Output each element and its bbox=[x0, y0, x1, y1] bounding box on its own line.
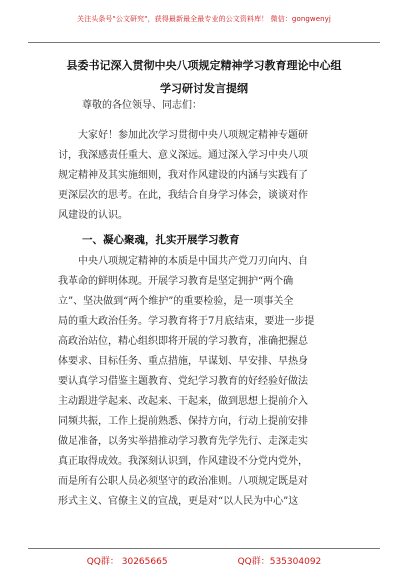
paragraph-line: 我革命的鲜明体现。开展学习教育是坚定拥护“两个确 bbox=[58, 276, 294, 287]
paragraph-line: 主动跟进学起来、改起来、干起来，做到思想上提前介入 bbox=[58, 396, 308, 407]
paragraph-line: 高政治站位，精心组织即将开展的学习教育，准确把握总 bbox=[58, 336, 308, 347]
paragraph-line: 真正取得成效。我深刻认识到，作风建设不分党内党外， bbox=[58, 456, 308, 467]
salutation: 尊敬的各位领导、同志们： bbox=[82, 100, 202, 111]
paragraph-line: 大家好！参加此次学习贯彻中央八项规定精神专题研 bbox=[78, 130, 308, 141]
paragraph-line: 同频共振，工作上提前熟悉、保持方向，行动上提前安排 bbox=[58, 416, 308, 427]
paragraph-line: 而是所有公职人员必须坚守的政治准则。八项规定既是对 bbox=[58, 476, 308, 487]
paragraph-line: 形式主义、官僚主义的宣战，更是对“以人民为中心”这 bbox=[58, 496, 299, 507]
paragraph-line: 讨，我深感责任重大、意义深远。通过深入学习中央八项 bbox=[58, 150, 308, 161]
document-title-line1: 县委书记深入贯彻中央八项规定精神学习教育理论中心组 bbox=[66, 59, 342, 72]
footer-qq-group-1: QQ群： 30265665 bbox=[86, 556, 168, 567]
paragraph-line: 更深层次的思考。在此，我结合自身学习体会，谈谈对作 bbox=[58, 190, 308, 201]
paragraph-1 bbox=[58, 126, 350, 226]
section-heading-1: 一、凝心聚魂，扎实开展学习教育 bbox=[82, 234, 240, 246]
top-banner bbox=[28, 8, 380, 43]
paragraph-line: 立”、坚决做到“两个维护”的重要检验，是一项事关全 bbox=[58, 296, 294, 307]
paragraph-line: 风建设的认识。 bbox=[58, 210, 128, 221]
paragraph-line: 局的重大政治任务。学习教育将于7月底结束，要进一步提 bbox=[58, 316, 315, 327]
paragraph-line: 要认真学习借鉴主题教育、党纪学习教育的好经验好做法 bbox=[58, 376, 308, 387]
banner-text: 关注头条号"公文研究"，获得最新最全最专业的公文资料库！ 微信：gongwenyj bbox=[77, 15, 331, 23]
paragraph-line: 做足准备，以务实举措推动学习教育先学先行、走深走实 bbox=[58, 436, 308, 447]
paragraph-line: 中央八项规定精神的本质是中国共产党刀刃向内、自 bbox=[78, 256, 308, 267]
footer bbox=[28, 548, 380, 571]
paragraph-2 bbox=[58, 252, 350, 512]
footer-qq-group-2: QQ群：535304092 bbox=[237, 556, 322, 567]
paragraph-line: 体要求、目标任务、重点措施，早谋划、早安排、早热身 bbox=[58, 356, 308, 367]
document-title-line2: 学习研讨发言提纲 bbox=[160, 82, 248, 95]
paragraph-line: 规定精神及其实施细则，我对作风建设的内涵与实践有了 bbox=[58, 170, 308, 181]
